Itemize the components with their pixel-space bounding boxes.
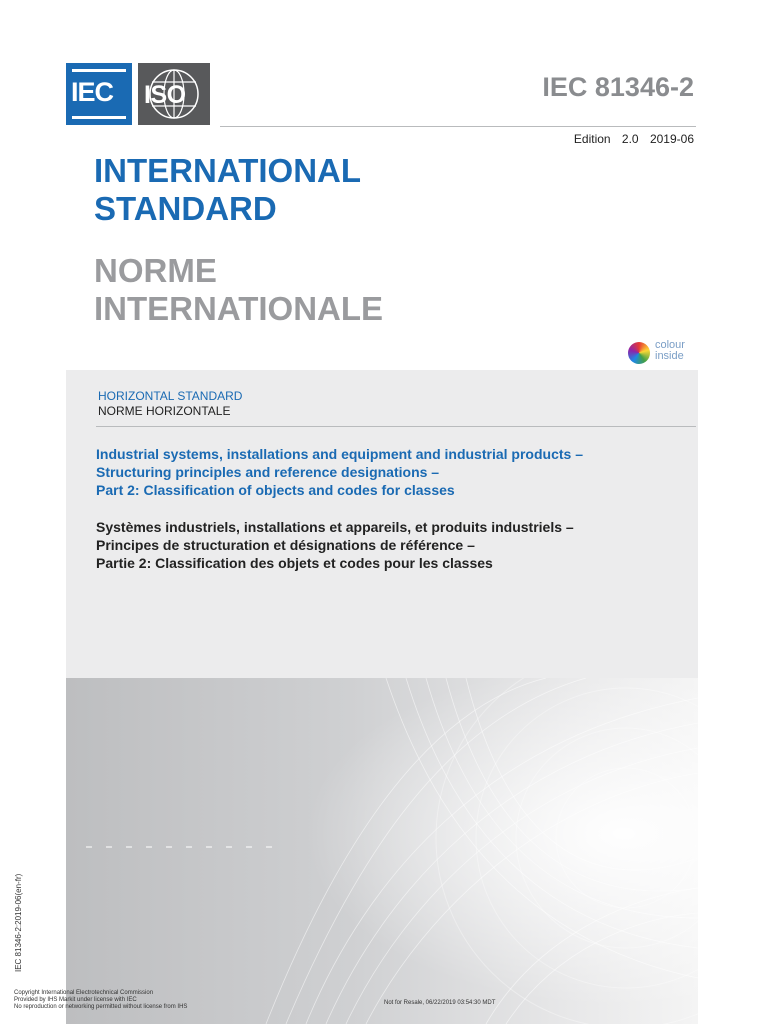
colour-badge-line2: inside — [655, 350, 684, 362]
decorative-cover-art — [66, 678, 698, 1024]
iec-logo — [66, 63, 132, 125]
title-fr-line2: INTERNATIONALE — [94, 290, 384, 327]
wave-pattern-graphic — [66, 678, 698, 1024]
subtitle-fr-line: Systèmes industriels, installations et appareils, et produits industriels – — [96, 519, 574, 535]
colour-inside-label — [655, 340, 685, 362]
header-divider — [220, 126, 696, 127]
footer-line: Provided by IHS Markit under license with IEC — [14, 997, 137, 1003]
colour-badge-line1: colour — [655, 339, 685, 351]
subtitle-en-line: Industrial systems, installations and equipment and industrial products – — [96, 446, 583, 462]
iec-logo-text: IEC — [71, 77, 114, 107]
category-english: HORIZONTAL STANDARD — [98, 389, 243, 403]
title-french — [94, 252, 383, 328]
footer-line: No reproduction or networking permitted without license from IHS — [14, 1004, 188, 1010]
subtitle-fr-line: Principes de structuration et désignations de référence – — [96, 537, 475, 553]
title-en-line2: STANDARD — [94, 190, 277, 227]
side-document-code: IEC 81346-2:2019-06(en-fr) — [14, 873, 23, 972]
resale-notice: Not for Resale, 06/22/2019 03:54:30 MDT — [384, 1000, 496, 1006]
iso-logo — [138, 63, 210, 125]
document-number: IEC 81346-2 — [542, 72, 694, 102]
colour-wheel-icon — [628, 342, 650, 364]
panel-divider — [96, 426, 696, 427]
colour-inside-badge — [628, 340, 698, 366]
edition-date: 2019-06 — [649, 132, 694, 146]
subtitle-fr-line: Partie 2: Classification des objets et codes pour les classes — [96, 555, 493, 571]
edition-info — [574, 132, 694, 146]
iec-logo-bar-bottom — [72, 116, 126, 119]
footer-line: Copyright International Electrotechnical Commission — [14, 990, 154, 996]
edition-label: Edition 2.0 — [573, 132, 639, 146]
title-english — [94, 152, 361, 228]
category-french: NORME HORIZONTALE — [98, 404, 231, 418]
subtitle-en-line: Part 2: Classification of objects and codes for classes — [96, 482, 455, 498]
iso-logo-text: ISO — [144, 81, 186, 109]
iec-logo-bar-top — [72, 69, 126, 72]
subtitle-english — [96, 445, 696, 499]
subtitle-en-line: Structuring principles and reference designations – — [96, 464, 440, 480]
title-fr-line1: NORME — [94, 252, 217, 289]
title-en-line1: INTERNATIONAL — [94, 152, 362, 189]
subtitle-french — [96, 518, 696, 572]
copyright-footer — [14, 990, 187, 1011]
